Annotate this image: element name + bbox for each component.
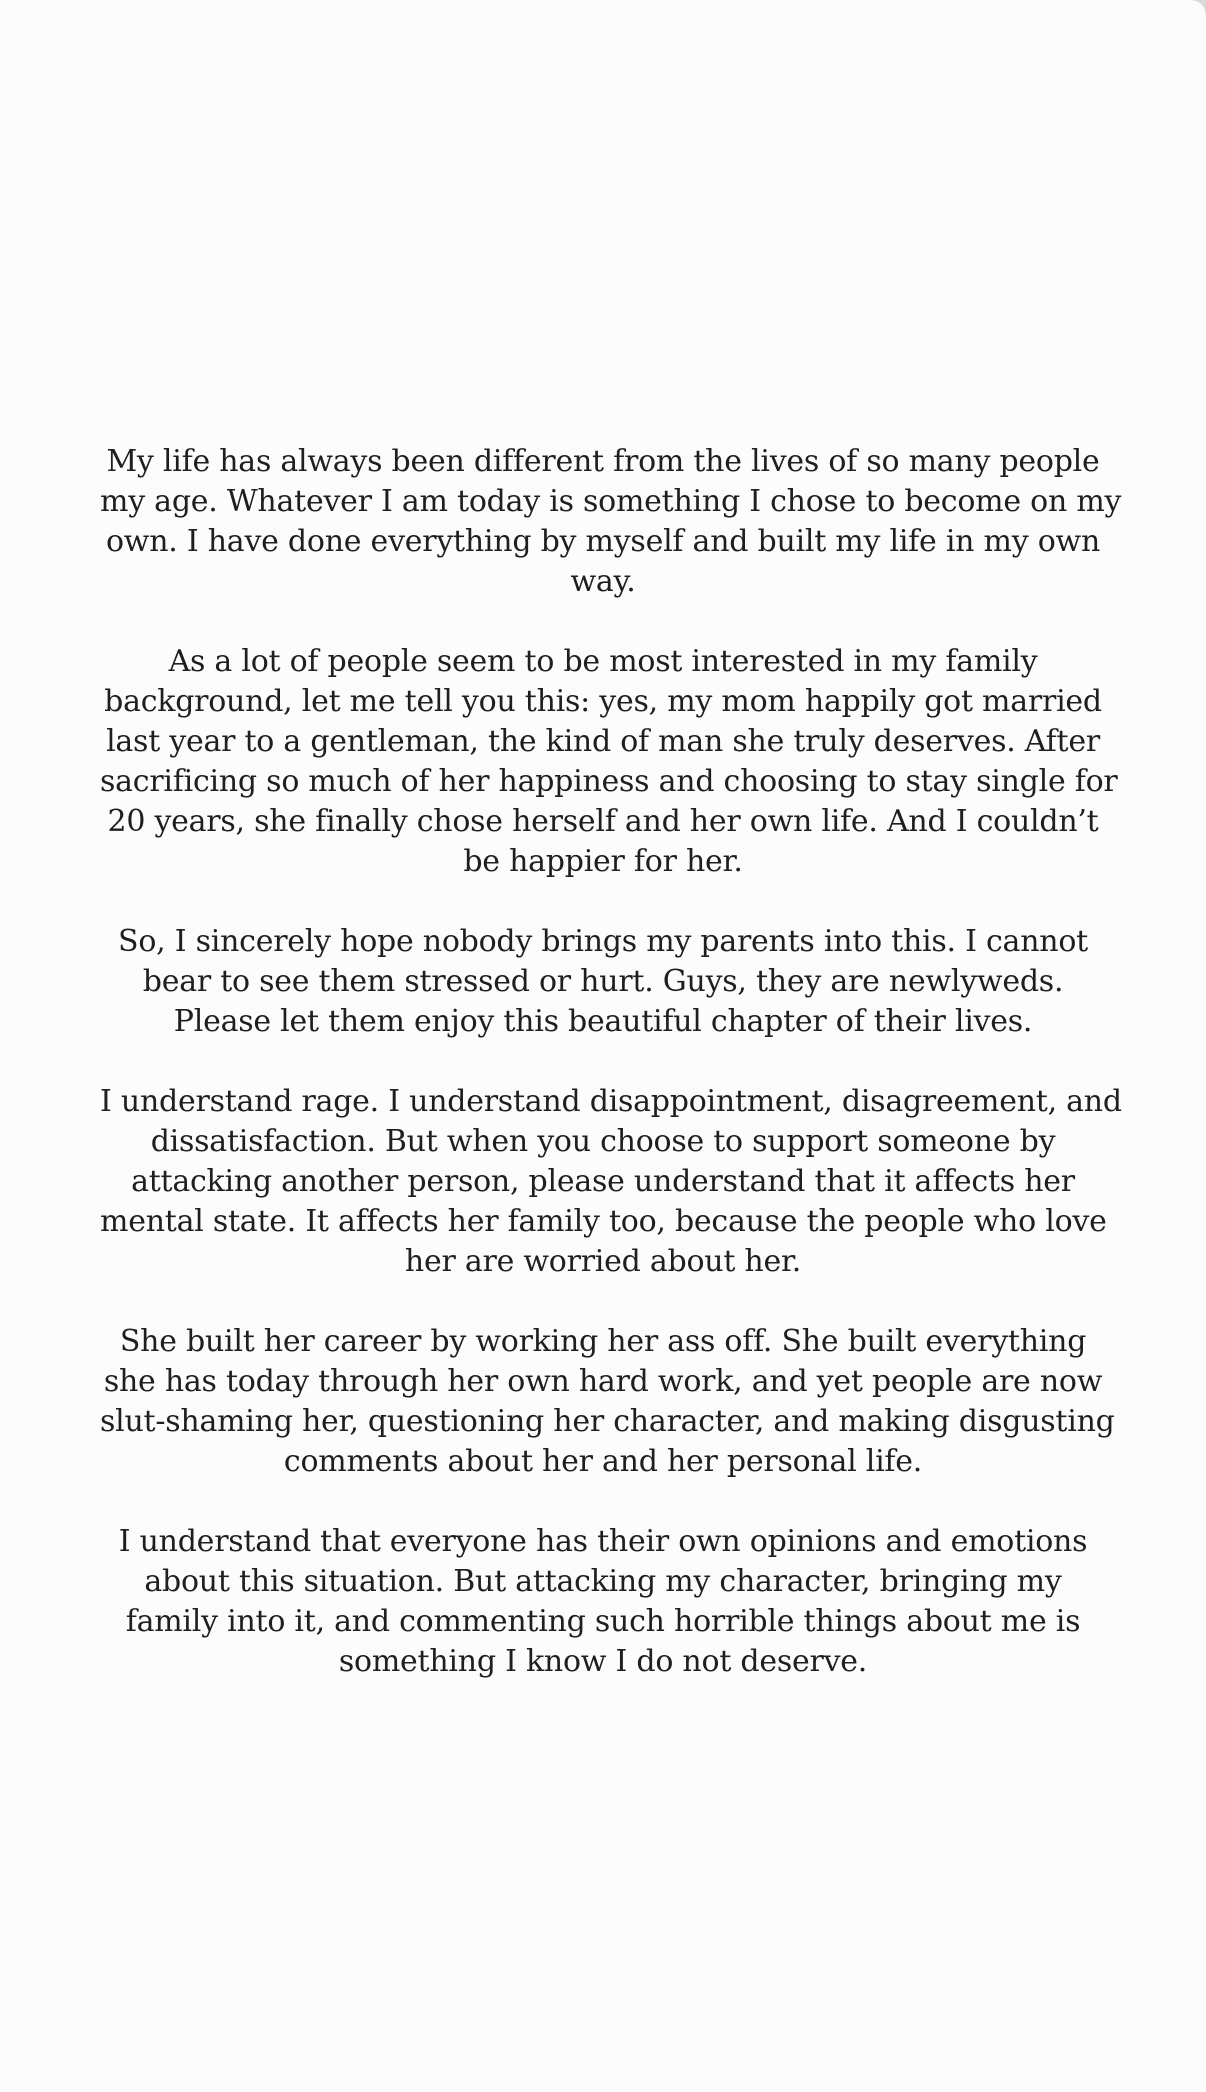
statement-text — [100, 442, 1122, 1682]
text-line: dissatisfaction. But when you choose to support someone by — [150, 1124, 1056, 1159]
text-line: something I know I do not deserve. — [338, 1644, 868, 1679]
text-line: I understand that everyone has their own opinions and emotions — [118, 1524, 1088, 1559]
text-line: family into it, and commenting such horrible things about me is — [125, 1604, 1081, 1639]
text-line: own. I have done everything by myself and built my life in my own — [105, 524, 1101, 559]
corner-rounding — [1192, 0, 1206, 14]
text-line: bear to see them stressed or hurt. Guys, they are newlyweds. — [142, 964, 1064, 999]
text-line: As a lot of people seem to be most interested in my family — [168, 644, 1038, 679]
text-line: her are worried about her. — [404, 1244, 802, 1279]
text-line: comments about her and her personal life. — [283, 1444, 923, 1479]
text-line: background, let me tell you this: yes, my mom happily got married — [104, 684, 1102, 719]
text-line: mental state. It affects her family too, because the people who love — [100, 1204, 1107, 1239]
text-line: be happier for her. — [463, 844, 743, 879]
paragraph-1 — [100, 442, 1122, 602]
text-line: last year to a gentleman, the kind of man she truly deserves. After — [106, 724, 1100, 759]
text-line: My life has always been different from the lives of so many people — [106, 444, 1100, 479]
text-line: she has today through her own hard work, and yet people are now — [103, 1364, 1103, 1399]
paragraph-5 — [100, 1322, 1115, 1482]
text-line: So, I sincerely hope nobody brings my parents into this. I cannot — [118, 924, 1088, 959]
text-line: 20 years, she finally chose herself and her own life. And I couldn’t — [107, 804, 1099, 839]
paragraph-4 — [100, 1082, 1122, 1282]
text-line: slut-shaming her, questioning her character, and making disgusting — [100, 1404, 1115, 1439]
paragraph-2 — [100, 642, 1118, 882]
paragraph-6 — [100, 1522, 1106, 1682]
text-line: my age. Whatever I am today is something I chose to become on my — [100, 484, 1122, 519]
text-line: sacrificing so much of her happiness and choosing to stay single for — [100, 764, 1118, 799]
text-line: about this situation. But attacking my character, bringing my — [144, 1564, 1062, 1599]
text-line: She built her career by working her ass off. She built everything — [119, 1324, 1087, 1359]
text-line: attacking another person, please understand that it affects her — [131, 1164, 1075, 1199]
text-line: Please let them enjoy this beautiful chapter of their lives. — [173, 1004, 1033, 1039]
text-line: way. — [570, 564, 636, 599]
text-line: I understand rage. I understand disappointment, disagreement, and — [100, 1084, 1122, 1119]
paragraph-3 — [100, 922, 1106, 1042]
